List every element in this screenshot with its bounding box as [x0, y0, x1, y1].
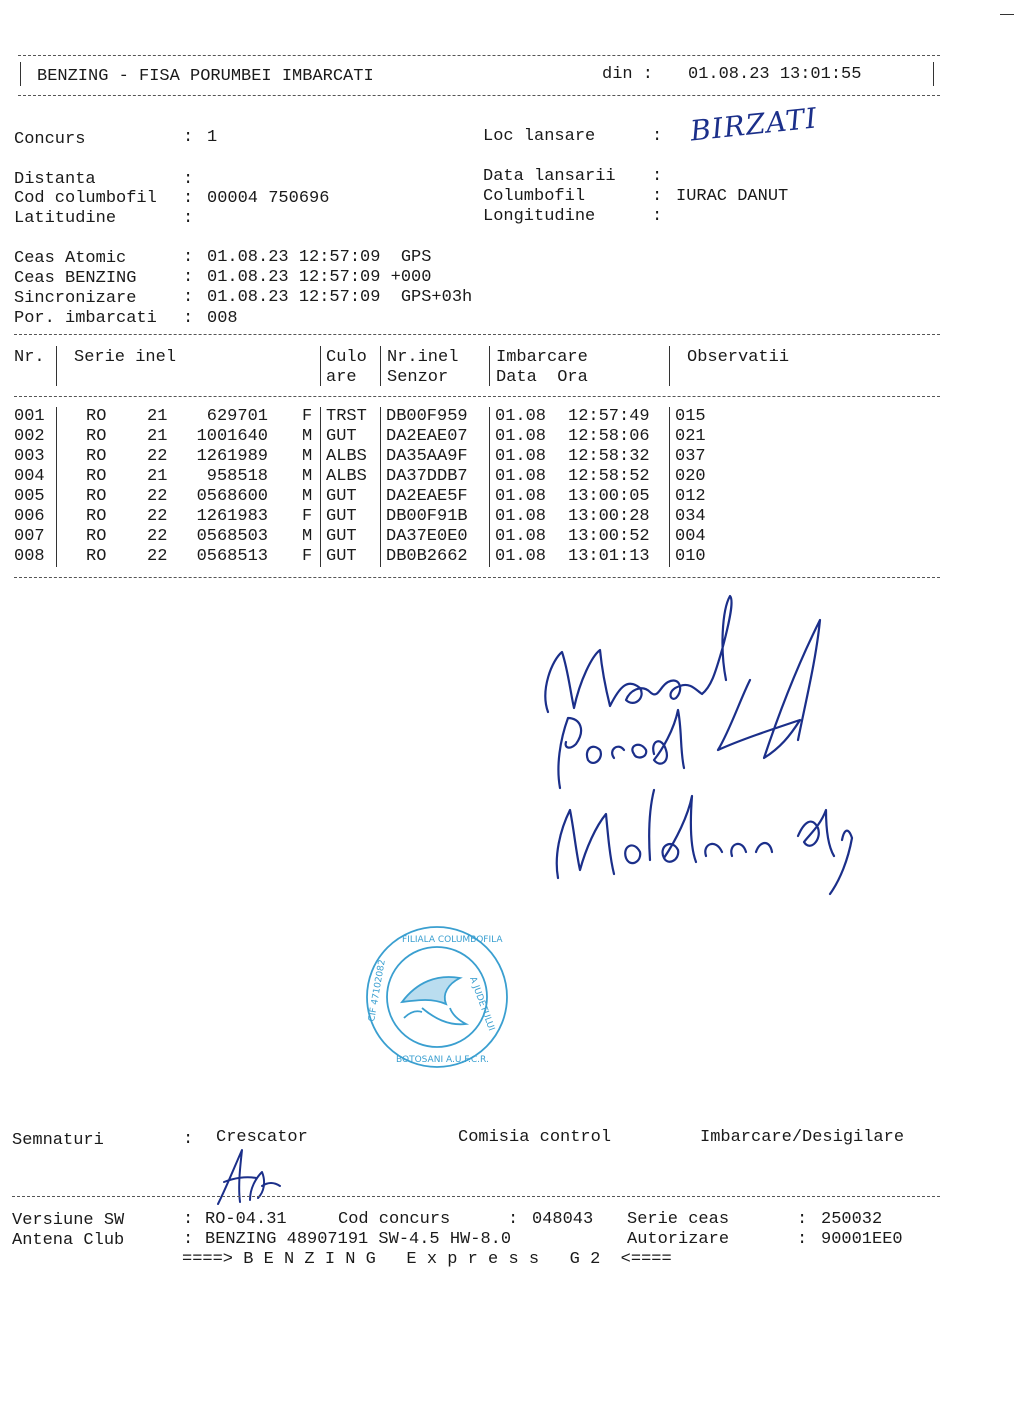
concurs-label: Concurs — [14, 130, 86, 149]
antena-label: Antena Club — [12, 1231, 125, 1250]
por-imbarcati-value: 008 — [207, 309, 238, 328]
sincronizare-label: Sincronizare — [14, 289, 137, 308]
table-row — [0, 547, 940, 567]
table-row — [0, 467, 940, 487]
row-date: 01.08 — [495, 527, 547, 546]
concurs-colon: : — [183, 128, 194, 147]
row-country: RO — [86, 467, 107, 486]
table-row — [0, 507, 940, 527]
row-sex: M — [302, 427, 313, 446]
sincronizare-value: 01.08.23 12:57:09 GPS+03h — [207, 288, 473, 307]
row-sex: M — [302, 467, 313, 486]
crescator-signature — [210, 1138, 290, 1218]
svg-text:FILIALA COLUMBOFILA: FILIALA COLUMBOFILA — [402, 935, 503, 945]
brand-line: ====> B E N Z I N G E x p r e s s G 2 <==== — [182, 1250, 672, 1269]
row-time: 13:00:05 — [568, 487, 650, 506]
col-header-imbarcare-1: Imbarcare — [496, 348, 588, 367]
row-sex: M — [302, 487, 313, 506]
row-date: 01.08 — [495, 427, 547, 446]
row-time: 12:58:32 — [568, 447, 650, 466]
row-sensor: DA2EAE5F — [386, 487, 468, 506]
latitudine-colon: : — [183, 209, 194, 228]
row-time: 12:58:52 — [568, 467, 650, 486]
row-time: 13:00:52 — [568, 527, 650, 546]
row-color: GUT — [326, 527, 357, 546]
autorizare-label: Autorizare — [627, 1230, 730, 1249]
row-sex: F — [302, 507, 313, 526]
cod-columbofil-colon: : — [183, 189, 194, 208]
row-sex: M — [302, 447, 313, 466]
row-year: 22 — [147, 547, 168, 566]
body-sep-1 — [56, 407, 57, 567]
table-header-rule — [14, 396, 940, 397]
antena-value: BENZING 48907191 SW-4.5 HW-8.0 — [205, 1230, 512, 1249]
header-top-rule — [18, 55, 940, 56]
row-obs: 034 — [675, 507, 706, 526]
table-top-rule — [14, 334, 940, 335]
por-imbarcati-colon: : — [183, 309, 194, 328]
row-ring: 0568600 — [196, 487, 268, 506]
svg-text:A JUDETULUI: A JUDETULUI — [467, 975, 496, 1033]
col-header-nrinel-1: Nr.inel — [387, 348, 459, 367]
distanta-label: Distanta — [14, 170, 96, 189]
row-date: 01.08 — [495, 467, 547, 486]
row-date: 01.08 — [495, 407, 547, 426]
ceas-atomic-label: Ceas Atomic — [14, 249, 127, 268]
row-nr: 005 — [14, 487, 45, 506]
columbofil-value: IURAC DANUT — [676, 187, 789, 206]
table-row — [0, 527, 940, 547]
row-sex: F — [302, 407, 313, 426]
row-nr: 002 — [14, 427, 45, 446]
row-ring: 0568513 — [196, 547, 268, 566]
row-country: RO — [86, 527, 107, 546]
header-din-value: 01.08.23 13:01:55 — [688, 65, 862, 84]
col-header-nr: Nr. — [14, 348, 45, 367]
row-ring: 1261983 — [196, 507, 268, 526]
row-year: 22 — [147, 487, 168, 506]
row-ring: 629701 — [206, 407, 268, 426]
body-sep-2 — [320, 407, 321, 567]
row-obs: 037 — [675, 447, 706, 466]
row-obs: 020 — [675, 467, 706, 486]
body-sep-5 — [669, 407, 670, 567]
semnaturi-label: Semnaturi — [12, 1131, 104, 1150]
col-header-culoare-2: are — [326, 368, 357, 387]
imbarcare-desigilare-label: Imbarcare/Desigilare — [700, 1128, 905, 1147]
header-left-bar — [20, 62, 21, 86]
row-year: 21 — [147, 407, 168, 426]
row-sensor: DB00F959 — [386, 407, 468, 426]
versiune-value: RO-04.31 — [205, 1210, 287, 1229]
row-ring: 958518 — [206, 467, 268, 486]
row-obs: 015 — [675, 407, 706, 426]
versiune-label: Versiune SW — [12, 1211, 125, 1230]
table-row — [0, 447, 940, 467]
table-bottom-rule — [14, 577, 940, 578]
row-country: RO — [86, 487, 107, 506]
ceas-atomic-value: 01.08.23 12:57:09 GPS — [207, 248, 432, 267]
semnaturi-colon: : — [183, 1130, 194, 1149]
row-country: RO — [86, 407, 107, 426]
header-sep-5 — [669, 346, 670, 386]
row-sex: M — [302, 527, 313, 546]
row-date: 01.08 — [495, 547, 547, 566]
cod-concurs-value: 048043 — [532, 1210, 594, 1229]
crescator-label: Crescator — [216, 1128, 308, 1147]
col-header-observatii: Observatii — [687, 348, 790, 367]
handwritten-signatures — [530, 590, 870, 910]
row-time: 12:58:06 — [568, 427, 650, 446]
serie-ceas-value: 250032 — [821, 1210, 883, 1229]
row-nr: 006 — [14, 507, 45, 526]
row-nr: 007 — [14, 527, 45, 546]
club-stamp — [362, 922, 512, 1072]
header-sep-2 — [320, 346, 321, 386]
longitudine-label: Longitudine — [483, 207, 596, 226]
row-sensor: DA37DDB7 — [386, 467, 468, 486]
row-obs: 010 — [675, 547, 706, 566]
row-sensor: DA37E0E0 — [386, 527, 468, 546]
row-obs: 012 — [675, 487, 706, 506]
table-row — [0, 427, 940, 447]
row-color: GUT — [326, 487, 357, 506]
row-year: 21 — [147, 467, 168, 486]
row-year: 22 — [147, 447, 168, 466]
loc-lansare-label: Loc lansare — [483, 127, 596, 146]
row-color: GUT — [326, 427, 357, 446]
header-din-label: din : — [602, 65, 654, 84]
sincronizare-colon: : — [183, 288, 194, 307]
row-country: RO — [86, 547, 107, 566]
row-obs: 004 — [675, 527, 706, 546]
header-right-bar — [933, 62, 934, 86]
autorizare-value: 90001EE0 — [821, 1230, 903, 1249]
autorizare-colon: : — [797, 1230, 808, 1249]
row-color: GUT — [326, 547, 357, 566]
row-obs: 021 — [675, 427, 706, 446]
latitudine-label: Latitudine — [14, 209, 117, 228]
row-sensor: DA35AA9F — [386, 447, 468, 466]
row-color: GUT — [326, 507, 357, 526]
longitudine-colon: : — [652, 207, 663, 226]
cod-columbofil-value: 00004 750696 — [207, 189, 330, 208]
serie-ceas-colon: : — [797, 1210, 808, 1229]
row-ring: 0568503 — [196, 527, 268, 546]
header-sep-4 — [489, 346, 490, 386]
col-header-imbarcare-2: Data Ora — [496, 368, 588, 387]
ceas-benzing-value: 01.08.23 12:57:09 +000 — [207, 268, 432, 287]
ceas-atomic-colon: : — [183, 248, 194, 267]
row-sensor: DB0B2662 — [386, 547, 468, 566]
antena-colon: : — [183, 1230, 194, 1249]
row-time: 13:00:28 — [568, 507, 650, 526]
row-color: ALBS — [326, 467, 367, 486]
row-sensor: DB00F91B — [386, 507, 468, 526]
row-country: RO — [86, 507, 107, 526]
row-ring: 1261989 — [196, 447, 268, 466]
svg-text:BOTOSANI A.U.F.C.R.: BOTOSANI A.U.F.C.R. — [396, 1055, 489, 1065]
body-sep-4 — [489, 407, 490, 567]
data-lansarii-colon: : — [652, 167, 663, 186]
row-nr: 008 — [14, 547, 45, 566]
concurs-value: 1 — [207, 128, 218, 147]
table-row — [0, 487, 940, 507]
cod-concurs-colon: : — [508, 1210, 519, 1229]
corner-mark — [1000, 14, 1014, 15]
row-color: ALBS — [326, 447, 367, 466]
row-sensor: DA2EAE07 — [386, 427, 468, 446]
por-imbarcati-label: Por. imbarcati — [14, 309, 157, 328]
serie-ceas-label: Serie ceas — [627, 1210, 730, 1229]
row-date: 01.08 — [495, 507, 547, 526]
row-ring: 1001640 — [196, 427, 268, 446]
body-sep-3 — [380, 407, 381, 567]
row-date: 01.08 — [495, 487, 547, 506]
row-year: 22 — [147, 527, 168, 546]
loc-lansare-handwritten: BIRZATI — [688, 101, 819, 148]
columbofil-label: Columbofil — [483, 187, 586, 206]
ceas-benzing-label: Ceas BENZING — [14, 269, 137, 288]
header-bottom-rule — [18, 95, 940, 96]
row-nr: 001 — [14, 407, 45, 426]
document-title: BENZING - FISA PORUMBEI IMBARCATI — [37, 67, 374, 86]
row-time: 13:01:13 — [568, 547, 650, 566]
columbofil-colon: : — [652, 187, 663, 206]
row-date: 01.08 — [495, 447, 547, 466]
row-sex: F — [302, 547, 313, 566]
ceas-benzing-colon: : — [183, 268, 194, 287]
header-sep-3 — [380, 346, 381, 386]
col-header-culoare-1: Culo — [326, 348, 367, 367]
row-time: 12:57:49 — [568, 407, 650, 426]
table-row — [0, 407, 940, 427]
loc-lansare-colon: : — [652, 127, 663, 146]
row-country: RO — [86, 427, 107, 446]
row-nr: 004 — [14, 467, 45, 486]
comisia-control-label: Comisia control — [458, 1128, 612, 1147]
distanta-colon: : — [183, 170, 194, 189]
row-year: 22 — [147, 507, 168, 526]
col-header-serie: Serie inel — [74, 348, 177, 367]
data-lansarii-label: Data lansarii — [483, 167, 616, 186]
svg-text:CIF 47102082: CIF 47102082 — [367, 958, 388, 1023]
row-year: 21 — [147, 427, 168, 446]
col-header-nrinel-2: Senzor — [387, 368, 449, 387]
row-color: TRST — [326, 407, 367, 426]
header-sep-1 — [56, 346, 57, 386]
row-nr: 003 — [14, 447, 45, 466]
footer-rule — [12, 1196, 940, 1197]
versiune-colon: : — [183, 1210, 194, 1229]
table-body — [0, 407, 960, 577]
cod-concurs-label: Cod concurs — [338, 1210, 451, 1229]
row-country: RO — [86, 447, 107, 466]
cod-columbofil-label: Cod columbofil — [14, 189, 157, 208]
